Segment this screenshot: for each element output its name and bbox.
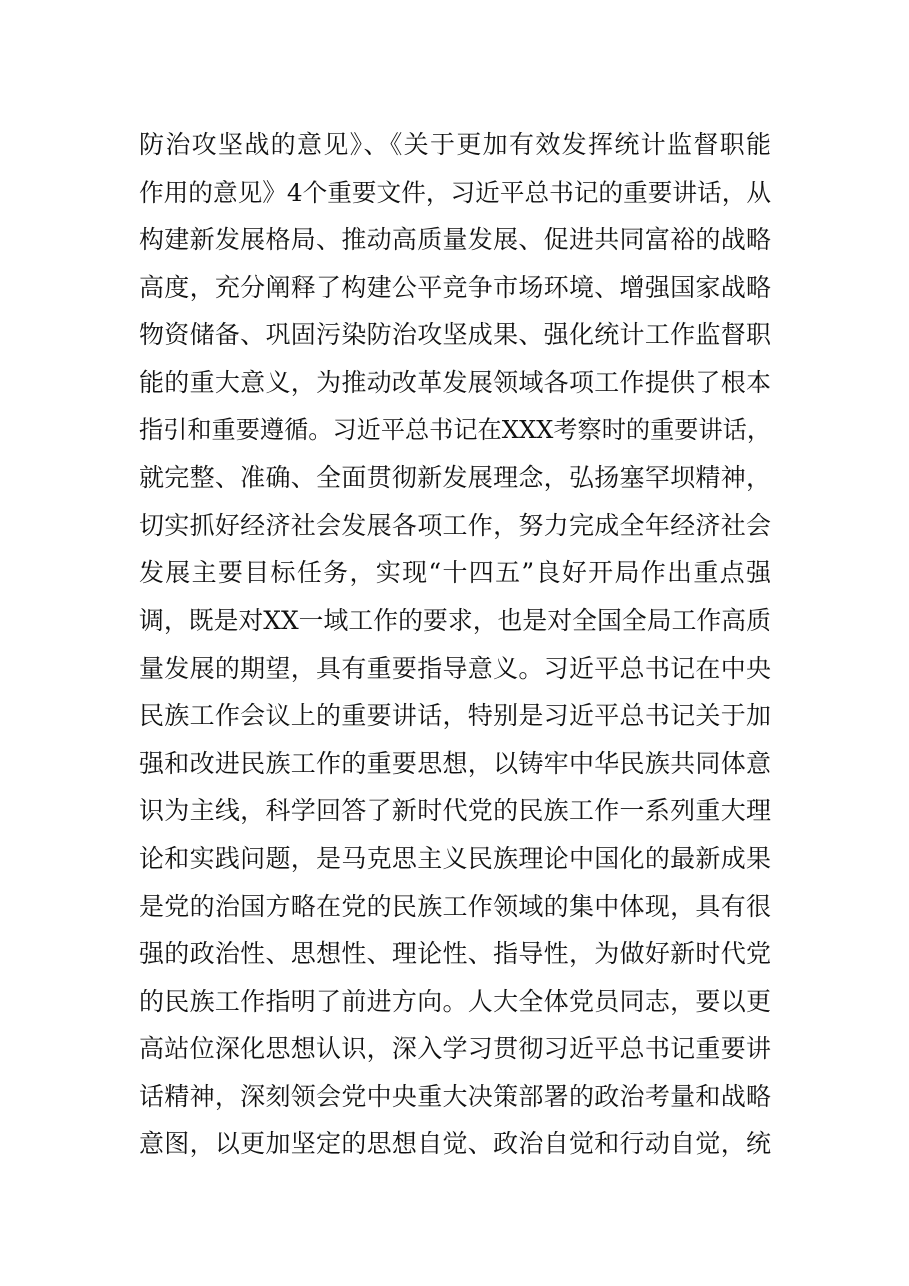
text-line: 民族工作会议上的重要讲话，特别是习近平总书记关于加 (139, 701, 771, 731)
text-line: 切实抓好经济社会发展各项工作，努力完成全年经济社会 (139, 510, 771, 540)
text-line: 能的重大意义，为推动改革发展领域各项工作提供了根本 (139, 367, 771, 397)
text-line: 意图，以更加坚定的思想自觉、政治自觉和行动自觉，统 (139, 1129, 771, 1159)
text-line: 高站位深化思想认识，深入学习贯彻习近平总书记重要讲 (139, 1034, 771, 1064)
text-line: 调，既是对XX一域工作的要求，也是对全国全局工作高质 (139, 605, 771, 635)
text-line: 的民族工作指明了前进方向。人大全体党员同志，要以更 (139, 986, 771, 1016)
text-line: 话精神，深刻领会党中央重大决策部署的政治考量和战略 (139, 1081, 771, 1111)
text-line: 物资储备、巩固污染防治攻坚成果、强化统计工作监督职 (139, 320, 771, 350)
text-line: 强的政治性、思想性、理论性、指导性，为做好新时代党 (139, 939, 771, 969)
text-line: 作用的意见》4个重要文件，习近平总书记的重要讲话，从 (139, 177, 771, 207)
text-line: 指引和重要遵循。习近平总书记在XXX考察时的重要讲话， (139, 415, 771, 444)
text-line: 识为主线，科学回答了新时代党的民族工作一系列重大理 (139, 796, 771, 826)
text-line: 高度，充分阐释了构建公平竞争市场环境、增强国家战略 (139, 272, 771, 302)
text-line: 量发展的期望，具有重要指导意义。习近平总书记在中央 (139, 653, 771, 683)
body-text (139, 121, 771, 1168)
text-line: 发展主要目标任务，实现“十四五”良好开局作出重点强 (139, 558, 771, 588)
text-line: 是党的治国方略在党的民族工作领域的集中体现，具有很 (139, 891, 771, 921)
text-line: 就完整、准确、全面贯彻新发展理念，弘扬塞罕坝精神， (139, 463, 771, 493)
text-line: 构建新发展格局、推动高质量发展、促进共同富裕的战略 (139, 225, 771, 255)
text-line: 强和改进民族工作的重要思想，以铸牢中华民族共同体意 (139, 748, 771, 778)
text-line: 防治攻坚战的意见》、《关于更加有效发挥统计监督职能 (139, 130, 771, 159)
text-line: 论和实践问题，是马克思主义民族理论中国化的最新成果 (139, 843, 771, 873)
